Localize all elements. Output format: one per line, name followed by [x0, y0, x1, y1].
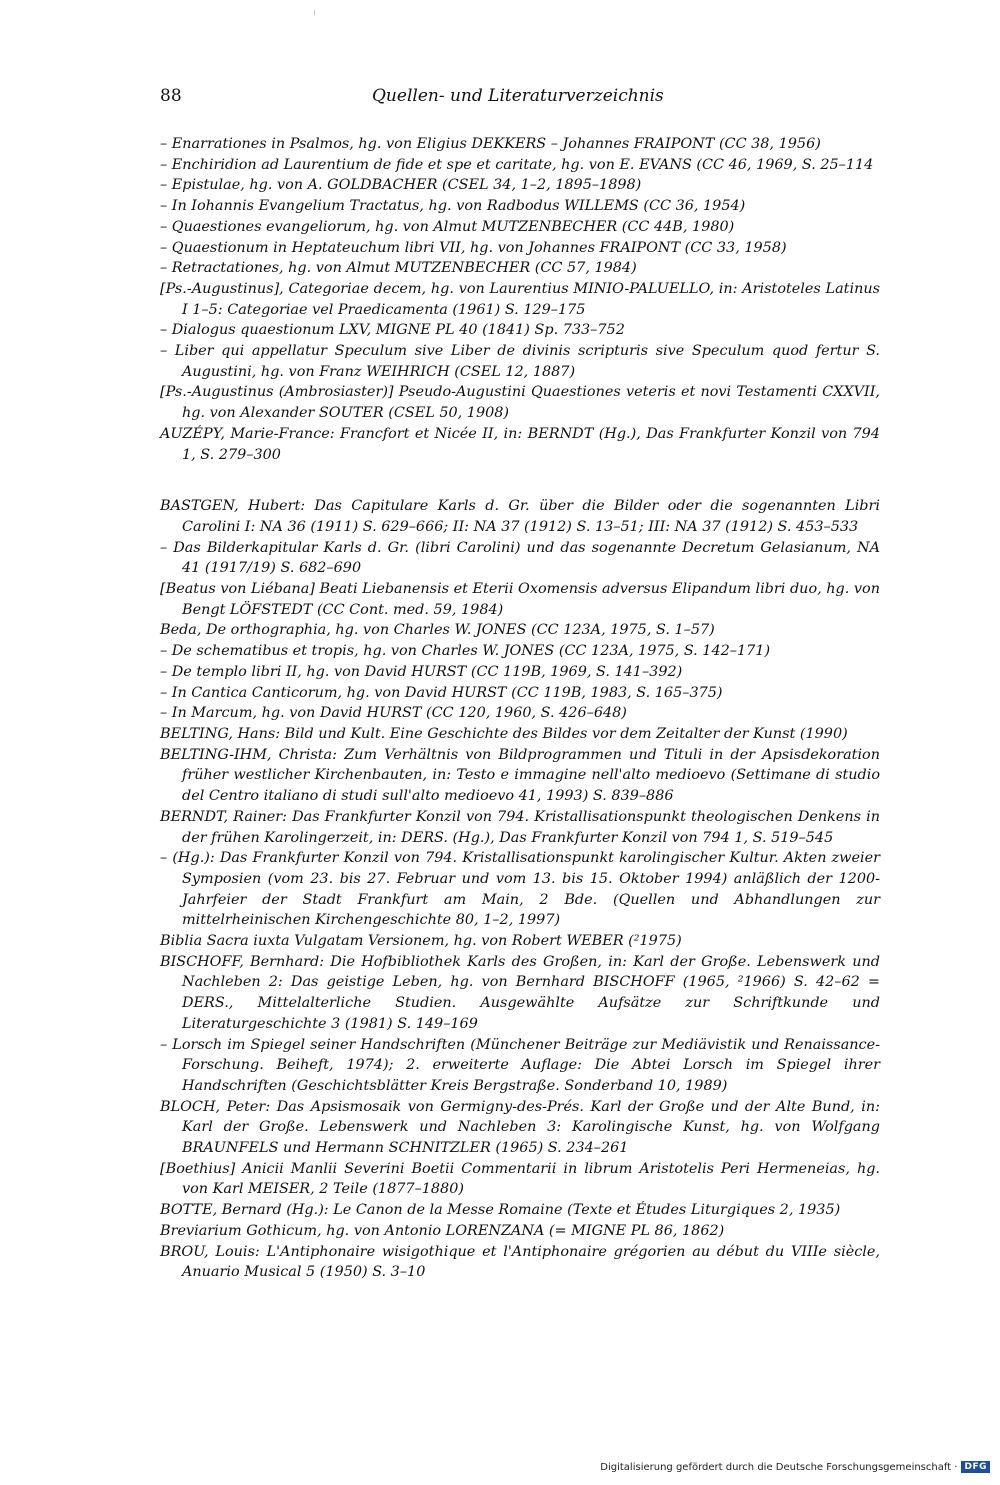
- bibliography-subentry: – Quaestionum in Heptateuchum libri VII, hg. von Johannes FRAIPONT (CC 33, 1958): [160, 239, 787, 256]
- bibliography-entry: [Boethius] Anicii Manlii Severini Boetii Commentarii in librum Aristotelis Peri Hermeneias, hg. von Karl MEISER, 2 Teile (1877–1880): [160, 1160, 880, 1198]
- bibliography-subentry: – In Cantica Canticorum, hg. von David HURST (CC 119B, 1983, S. 165–375): [160, 684, 723, 701]
- bibliography-subentry: – Retractationes, hg. von Almut MUTZENBECHER (CC 57, 1984): [160, 260, 637, 277]
- bibliography-group-b: [160, 496, 880, 1283]
- section-gap: [160, 465, 880, 496]
- bibliography-subentry: – Dialogus quaestionum LXV, MIGNE PL 40 (1841) Sp. 733–752: [160, 322, 625, 339]
- bibliography-subentry: – Lorsch im Spiegel seiner Handschriften (Münchener Beiträge zur Mediävistik und Renaissance-Forschung. Beiheft, 1974); 2. erweiterte Auflage: Die Abtei Lorsch im Spiegel ihrer Handschriften (Geschichtsblätter Kreis Bergstraße. Sonderband 10, 1989): [160, 1036, 880, 1094]
- bibliography-entry: BOTTE, Bernard (Hg.): Le Canon de la Messe Romaine (Texte et Études Liturgiques 2, 1935): [160, 1202, 841, 1219]
- bibliography-entry: BELTING, Hans: Bild und Kult. Eine Geschichte des Bildes vor dem Zeitalter der Kunst (1990): [160, 725, 848, 742]
- bibliography-entry: [Ps.-Augustinus], Categoriae decem, hg. von Laurentius MINIO-PALUELLO, in: Aristoteles Latinus I 1–5: Categoriae vel Praedicamenta (1961) S. 129–175: [160, 280, 880, 318]
- bibliography-subentry: – De templo libri II, hg. von David HURST (CC 119B, 1969, S. 141–392): [160, 663, 683, 680]
- bibliography-entry: Beda, De orthographia, hg. von Charles W. JONES (CC 123A, 1975, S. 1–57): [160, 622, 715, 639]
- bibliography-entry: [Ps.-Augustinus (Ambrosiaster)] Pseudo-Augustini Quaestiones veteris et novi Testamenti CXXVII, hg. von Alexander SOUTER (CSEL 50, 1908): [160, 384, 880, 422]
- bibliography-subentry: – Enarrationes in Psalmos, hg. von Eligius DEKKERS – Johannes FRAIPONT (CC 38, 1956): [160, 136, 821, 152]
- bibliography-subentry: – Epistulae, hg. von A. GOLDBACHER (CSEL 34, 1–2, 1895–1898): [160, 177, 642, 194]
- bibliography-subentry: – Das Bilderkapitular Karls d. Gr. (libri Carolini) und das sogenannte Decretum Gelasianum, NA 41 (1917/19) S. 682–690: [160, 539, 880, 577]
- bibliography-entry: [Beatus von Liébana] Beati Liebanensis et Eterii Oxomensis adversus Elipandum libri duo, hg. von Bengt LÖFSTEDT (CC Cont. med. 59, 1984): [160, 581, 880, 618]
- bibliography-entry: BASTGEN, Hubert: Das Capitulare Karls d. Gr. über die Bilder oder die sogenannten Libri Carolini I: NA 36 (1911) S. 629–666; II: NA 37 (1912) S. 13–51; III: NA 37 (1912) S. 453–533: [160, 498, 880, 535]
- dfg-logo: DFG: [961, 1461, 990, 1473]
- bibliography-entry: Breviarium Gothicum, hg. von Antonio LORENZANA (= MIGNE PL 86, 1862): [160, 1222, 725, 1239]
- bibliography-subentry: – In Iohannis Evangelium Tractatus, hg. von Radbodus WILLEMS (CC 36, 1954): [160, 198, 746, 215]
- running-title: Quellen- und Literaturverzeichnis: [372, 86, 664, 106]
- bibliography-entry: Biblia Sacra iuxta Vulgatam Versionem, hg. von Robert WEBER (²1975): [160, 933, 682, 950]
- bibliography-subentry: – (Hg.): Das Frankfurter Konzil von 794. Kristallisationspunkt karolingischer Kultur. Akten zweier Symposien (vom 23. bis 27. Februar und vom 13. bis 15. Oktober 1994) anläßlich der 1200-Jahrfeier der Stadt Frankfurt am Main, 2 Bde. (Quellen und Abhandlungen zur mittelrheinischen Kirchengeschichte 80, 1–2, 1997): [160, 850, 880, 929]
- bibliography-entry: BROU, Louis: L'Antiphonaire wisigothique et l'Antiphonaire grégorien au début du VIIIe siècle, Anuario Musical 5 (1950) S. 3–10: [160, 1243, 880, 1281]
- bibliography-entry: BERNDT, Rainer: Das Frankfurter Konzil von 794. Kristallisationspunkt theologischen Denkens in der frühen Karolingerzeit, in: DERS. (Hg.), Das Frankfurter Konzil von 794 1, S. 519–545: [160, 808, 880, 846]
- bibliography-entry: BISCHOFF, Bernhard: Die Hofbibliothek Karls des Großen, in: Karl der Große. Lebenswerk und Nachleben 2: Das geistige Leben, hg. von Bernhard BISCHOFF (1965, ²1966) S. 42–62 = DERS., Mittelalterliche Studien. Ausgewählte Aufsätze zur Schriftkunde und Literaturgeschichte 3 (1981) S. 149–169: [160, 953, 880, 1032]
- bibliography-subentry: – In Marcum, hg. von David HURST (CC 120, 1960, S. 426–648): [160, 705, 627, 722]
- bibliography-entry: BLOCH, Peter: Das Apsismosaik von Germigny-des-Prés. Karl der Große und der Alte Bund, in: Karl der Große. Lebenswerk und Nachleben 3: Karolingische Kunst, hg. von Wolfgang BRAUNFELS und Hermann SCHNITZLER (1965) S. 234–261: [160, 1098, 880, 1157]
- bibliography-subentry: – Liber qui appellatur Speculum sive Liber de divinis scripturis sive Speculum quod fertur S. Augustini, hg. von Franz WEIHRICH (CSEL 12, 1887): [160, 343, 880, 380]
- bibliography-subentry: – Quaestiones evangeliorum, hg. von Almut MUTZENBECHER (CC 44B, 1980): [160, 218, 735, 235]
- bibliography-subentry: – Enchiridion ad Laurentium de fide et spe et caritate, hg. von E. EVANS (CC 46, 1969, S. 25–114: [160, 156, 874, 173]
- scan-speck: [314, 10, 315, 16]
- bibliography-entry: BELTING-IHM, Christa: Zum Verhältnis von Bildprogrammen und Tituli in der Apsisdekoration früher westlicher Kirchenbauten, in: Testo e immagine nell'alto medioevo (Settimane di studio del Centro italiano di studi sull'alto medioevo 41, 1993) S. 839–886: [160, 746, 880, 805]
- bibliography: [160, 134, 880, 1283]
- footer-text: Digitalisierung gefördert durch die Deutsche Forschungsgemeinschaft ·: [600, 1461, 958, 1473]
- page-number: 88: [160, 86, 182, 106]
- page-header: [160, 86, 880, 108]
- footer: [600, 1461, 990, 1473]
- bibliography-group-a: [160, 134, 880, 465]
- bibliography-entry: AUZÉPY, Marie-France: Francfort et Nicée II, in: BERNDT (Hg.), Das Frankfurter Konzil von 794 1, S. 279–300: [160, 425, 880, 463]
- bibliography-subentry: – De schematibus et tropis, hg. von Charles W. JONES (CC 123A, 1975, S. 142–171): [160, 643, 771, 660]
